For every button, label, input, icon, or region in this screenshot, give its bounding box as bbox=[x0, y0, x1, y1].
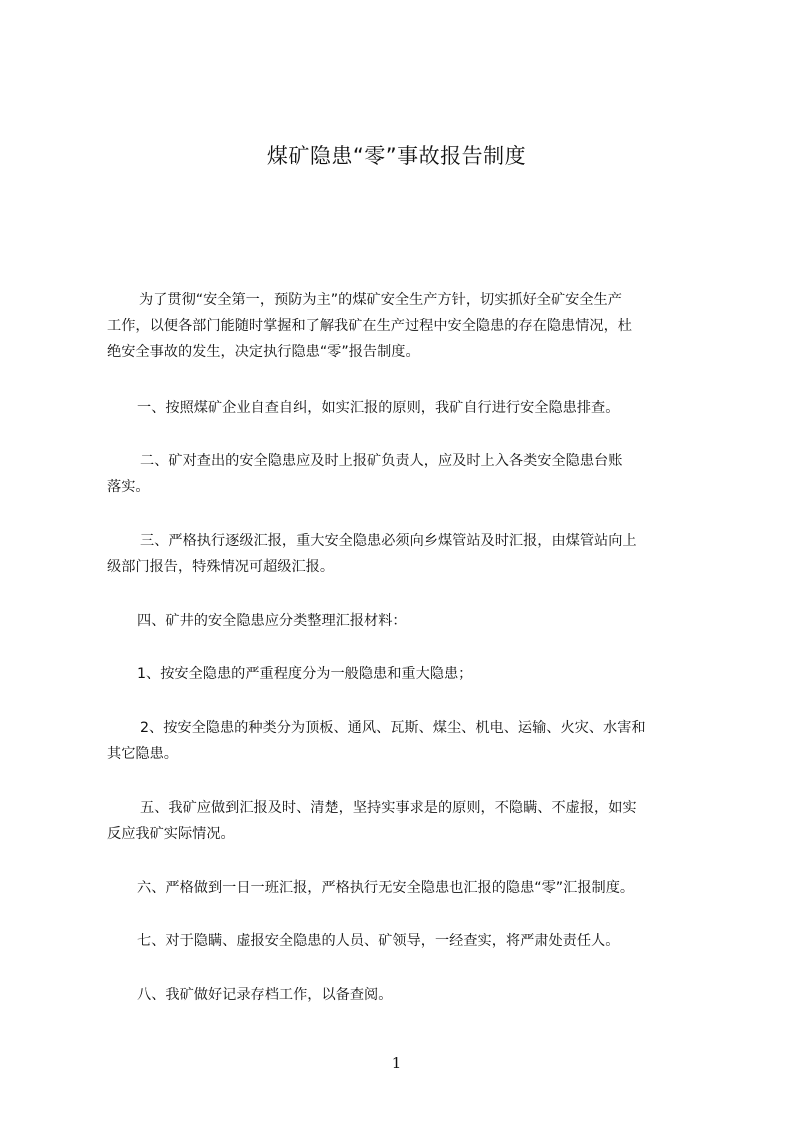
clause-3-line-1: 三、严格执行逐级汇报，重大安全隐患必须向乡煤管站及时汇报，由煤管站向上 bbox=[140, 533, 637, 549]
clause-4-line-1: 四、矿井的安全隐患应分类整理汇报材料： bbox=[137, 613, 407, 629]
intro-paragraph bbox=[107, 287, 707, 365]
clause-6 bbox=[107, 875, 707, 901]
sub-clause-2-line-2: 其它隐患。 bbox=[107, 746, 178, 762]
intro-line-2: 工作，以便各部门能随时掌握和了解我矿在生产过程中安全隐患的存在隐患情况，杜 bbox=[107, 318, 632, 334]
clause-6-line-1: 六、严格做到一日一班汇报，严格执行无安全隐患也汇报的隐患“零”汇报制度。 bbox=[137, 880, 635, 896]
clause-5-line-2: 反应我矿实际情况。 bbox=[107, 826, 235, 842]
clause-7-line-1: 七、对于隐瞒、虚报安全隐患的人员、矿领导，一经查实，将严肃处责任人。 bbox=[137, 933, 620, 949]
sub-clause-1-line-1: 1、按安全隐患的严重程度分为一般隐患和重大隐患； bbox=[137, 666, 473, 682]
intro-line-3: 绝安全事故的发生，决定执行隐患“零”报告制度。 bbox=[107, 344, 420, 360]
clause-8 bbox=[107, 982, 707, 1008]
clause-2-line-2: 落实。 bbox=[107, 479, 150, 495]
page-number: 1 bbox=[391, 1054, 402, 1072]
clause-7 bbox=[107, 928, 707, 954]
clause-3 bbox=[107, 528, 707, 580]
clause-5-line-1: 五、我矿应做到汇报及时、清楚，坚持实事求是的原则，不隐瞒、不虚报，如实 bbox=[140, 800, 637, 816]
clause-1-line-1: 一、按照煤矿企业自查自纠，如实汇报的原则，我矿自行进行安全隐患排查。 bbox=[137, 400, 620, 416]
intro-line-1: 为了贯彻“安全第一，预防为主”的煤矿安全生产方针，切实抓好全矿安全生产 bbox=[139, 292, 622, 308]
clause-2 bbox=[107, 448, 707, 500]
sub-clause-1 bbox=[107, 661, 707, 687]
sub-clause-2 bbox=[107, 715, 707, 767]
document-title: 煤矿隐患“零”事故报告制度 bbox=[266, 144, 527, 168]
sub-clause-2-line-1: 2、按安全隐患的种类分为顶板、通风、瓦斯、煤尘、机电、运输、火灾、水害和 bbox=[140, 720, 646, 736]
clause-2-line-1: 二、矿对查出的安全隐患应及时上报矿负责人，应及时上入各类安全隐患台账 bbox=[140, 453, 623, 469]
clause-1 bbox=[107, 395, 707, 421]
clause-8-line-1: 八、我矿做好记录存档工作，以备查阅。 bbox=[137, 987, 393, 1003]
clause-3-line-2: 级部门报告，特殊情况可超级汇报。 bbox=[107, 559, 335, 575]
clause-4 bbox=[107, 608, 707, 634]
clause-5 bbox=[107, 795, 707, 847]
